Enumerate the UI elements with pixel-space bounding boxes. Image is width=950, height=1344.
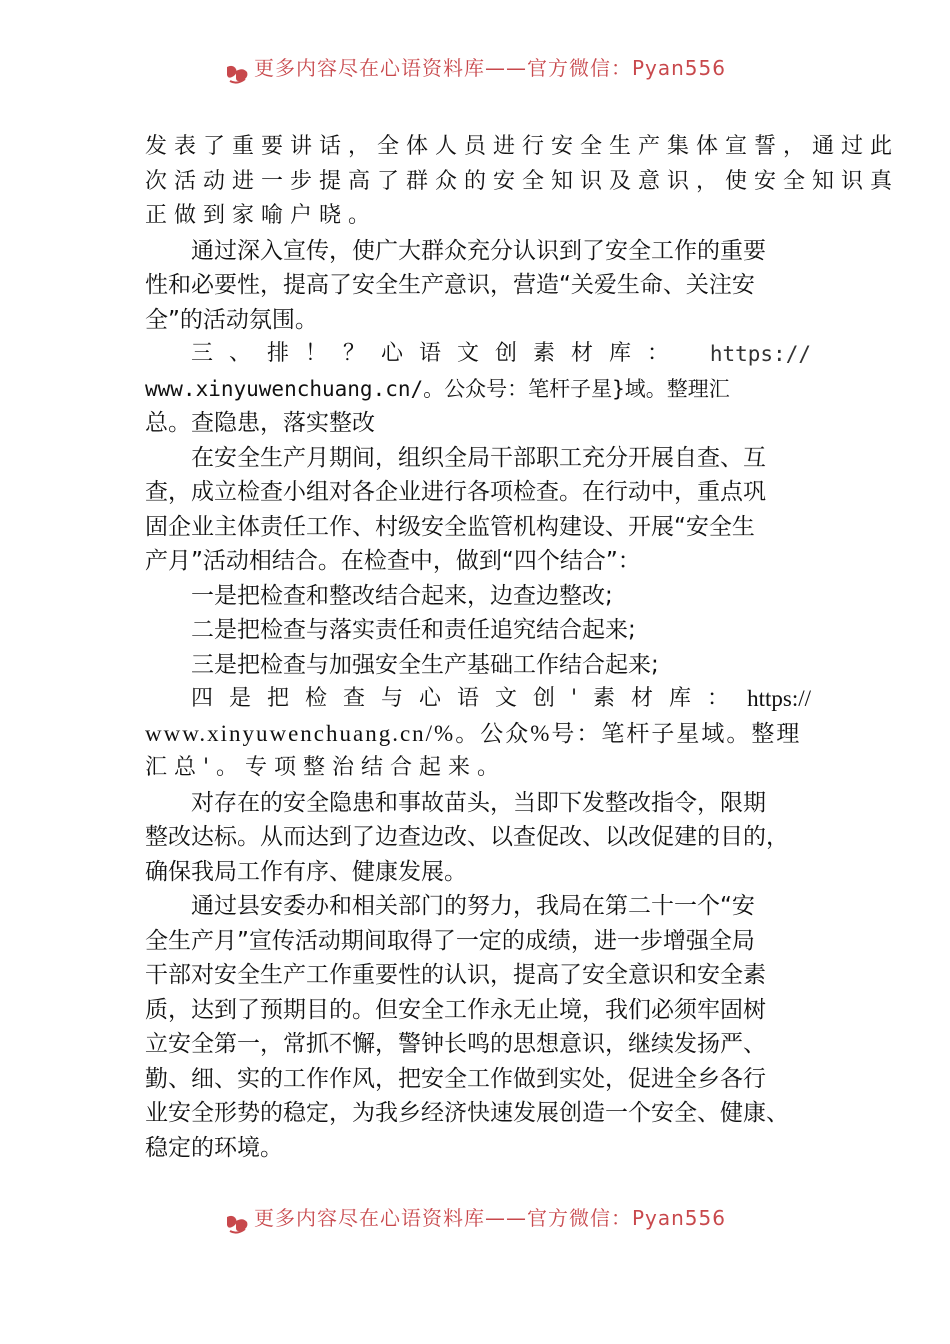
text-line: 在安全生产月期间，组织全局干部职工充分开展自查、互 — [191, 444, 766, 471]
paragraph-4 — [145, 441, 811, 579]
paragraph-7 — [145, 889, 811, 1165]
list-item: 三是把检查与加强安全生产基础工作结合起来; — [191, 651, 659, 678]
text-line: 总。查隐患，落实整改 — [145, 410, 375, 436]
paragraph-6 — [145, 786, 811, 890]
url-line: www.xinyuwenchuang.cn/%。公众%号：笔杆子星域。整理 — [145, 720, 802, 746]
list-item: 二是把检查与落实责任和责任追究结合起来; — [191, 617, 636, 643]
document-body — [145, 130, 900, 1165]
text-line: 查，成立检查小组对各企业进行各项检查。在行动中，重点巩 — [145, 479, 766, 505]
list-item-heading: 四是把检查与心语文创'素材库： — [191, 686, 746, 711]
paragraph-5 — [145, 682, 811, 786]
header-watermark-banner — [0, 56, 950, 80]
text-line: 汇总'。专项整治结合起来。 — [145, 755, 507, 780]
text-line: 产月”活动相结合。在检查中，做到“四个结合”： — [145, 548, 641, 574]
logo-icon — [224, 63, 250, 85]
text-line — [145, 337, 811, 372]
paragraph-2 — [145, 234, 811, 338]
text-line: 稳定的环境。 — [145, 1134, 283, 1161]
footer-watermark-banner — [0, 1206, 950, 1230]
text-line: 确保我局工作有序、健康发展。 — [145, 858, 467, 885]
text-line: 勤、细、实的工作作风，把安全工作做到实处，促进全乡各行 — [145, 1065, 766, 1092]
text-line: 通过深入宣传，使广大群众充分认识到了安全工作的重要 — [191, 237, 766, 264]
logo-icon — [224, 1213, 250, 1235]
text-line: 干部对安全生产工作重要性的认识，提高了安全意识和安全素 — [145, 962, 766, 988]
text-line: 发表了重要讲话，全体人员进行安全生产集体宣誓，通过此 — [145, 134, 900, 159]
list-item: 一是把检查和整改结合起来，边查边整改; — [191, 582, 613, 609]
text-line — [145, 717, 811, 752]
text-line: 次活动进一步提高了群众的安全知识及意识，使安全知识真 — [145, 168, 900, 194]
header-banner-text: 更多内容尽在心语资料库——官方微信：Pyan556 — [253, 56, 726, 80]
text-line: 对存在的安全隐患和事故苗头，当即下发整改指令，限期 — [191, 789, 766, 816]
text-line: 正做到家喻户晓。 — [145, 203, 378, 228]
text-line: 整改达标。从而达到了边查边改、以查促改、以改促建的目的， — [145, 824, 789, 850]
paragraph-3 — [145, 337, 811, 441]
text-line: 性和必要性，提高了安全生产意识，营造“关爱生命、关注安 — [145, 272, 755, 298]
url-line: www.xinyuwenchuang.cn/。公众号：笔杆子星}域。整理汇 — [145, 376, 730, 401]
section-heading: 三、排！？心语文创素材库： — [191, 341, 686, 366]
text-line: 立安全第一，常抓不懈，警钟长鸣的思想意识，继续发扬严、 — [145, 1031, 766, 1057]
text-line: 固企业主体责任工作、村级安全监管机构建设、开展“安全生 — [145, 513, 755, 540]
text-line: 全生产月”宣传活动期间取得了一定的成绩，进一步增强全局 — [145, 927, 755, 954]
paragraph-1 — [145, 130, 900, 234]
text-line: 质，达到了预期目的。但安全工作永无止境，我们必须牢固树 — [145, 996, 766, 1023]
url-fragment: https:// — [709, 342, 811, 366]
text-line — [145, 372, 811, 407]
text-line — [145, 682, 811, 717]
checklist — [145, 579, 811, 683]
text-line: 通过县安委办和相关部门的努力，我局在第二十一个“安 — [191, 893, 755, 919]
text-line: 业安全形势的稳定，为我乡经济快速发展创造一个安全、健康、 — [145, 1100, 789, 1126]
url-fragment: https:// — [747, 686, 811, 711]
footer-banner-text: 更多内容尽在心语资料库——官方微信：Pyan556 — [253, 1206, 726, 1230]
text-line: 全”的活动氛围。 — [145, 306, 318, 333]
